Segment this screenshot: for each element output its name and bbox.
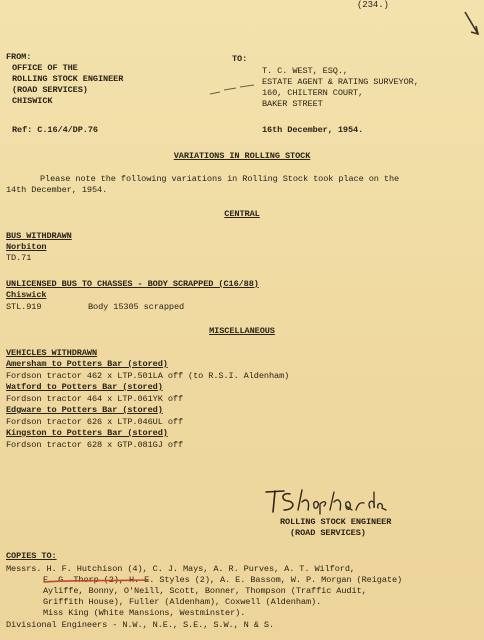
copies-line-4: Griffith House), Fuller (Aldenham), Coxwell (Aldenham). [43,597,322,607]
copies-line-2: E. G. Thorp (2), H. E. Styles (2), A. E. Bassom, W. P. Morgan (Reigate) [43,575,403,585]
copies-line-6: Divisional Engineers - N.W., N.E., S.E., S.W., N & S. [6,620,275,630]
arrow-mark-icon [462,8,482,38]
copies-heading: COPIES TO: [6,551,57,561]
misc-detail-4: Fordson tractor 628 x GTP.081GJ off [6,440,183,450]
to-line-4: BAKER STREET [262,99,323,109]
from-line-3: (ROAD SERVICES) [12,85,88,95]
document-title: VARIATIONS IN ROLLING STOCK [173,151,311,161]
signature-title-2: (ROAD SERVICES) [290,528,366,538]
body-scrapped: Body 15305 scrapped [88,302,185,312]
norbiton-label: Norbiton [6,242,47,252]
vehicles-withdrawn-heading: VEHICLES WITHDRAWN [6,348,98,358]
date: 16th December, 1954. [262,125,364,135]
misc-detail-2: Fordson tractor 464 x LTP.061YK off [6,394,183,404]
misc-route-3: Edgware to Potters Bar (stored) [6,405,163,415]
copies-line-3: Ayliffe, Bonny, O'Neill, Scott, Bonner, Thompson (Traffic Audit, [43,586,367,596]
copies-line-1: Messrs. H. F. Hutchison (4), C. J. Mays, A. R. Purves, A. T. Wilford, [6,564,355,574]
to-line-3: 160, CHILTERN COURT, [262,88,364,98]
intro-line-1: Please note the following variations in Rolling Stock took place on the [40,174,400,184]
from-label: FROM: [6,52,32,62]
bus-withdrawn-heading: BUS WITHDRAWN [6,231,72,241]
misc-route-2: Watford to Potters Bar (stored) [6,382,163,392]
reference: Ref: C.16/4/DP.76 [12,125,98,135]
from-line-2: ROLLING STOCK ENGINEER [12,74,124,84]
stl-number: STL.919 [6,302,42,312]
from-line-4: CHISWICK [12,96,53,106]
misc-heading: MISCELLANEOUS [209,326,275,336]
to-line-2: ESTATE AGENT & RATING SURVEYOR, [262,77,419,87]
signature-title-1: ROLLING STOCK ENGINEER [280,517,392,527]
td-number: TD.71 [6,253,32,263]
central-heading: CENTRAL [224,209,260,219]
misc-detail-3: Fordson tractor 626 x LTP.046UL off [6,417,183,427]
copies-line-5: Miss King (White Mansions, Westminster). [43,608,246,618]
to-label: TO: [232,54,248,64]
misc-route-4: Kingston to Potters Bar (stored) [6,428,168,438]
misc-detail-1: Fordson tractor 462 x LTP.501LA off (to R.S.I. Aldenham) [6,371,290,381]
chiswick-label: Chiswick [6,290,47,300]
handwritten-signature [262,486,392,516]
from-line-1: OFFICE OF THE [12,63,78,73]
page-number: (234.) [357,0,389,10]
misc-route-1: Amersham to Potters Bar (stored) [6,359,168,369]
red-underline-mark [42,578,150,584]
pencil-dash-mark [208,82,258,96]
intro-line-2: 14th December, 1954. [6,185,108,195]
unlicensed-heading: UNLICENSED BUS TO CHASSES - BODY SCRAPPED (C16/88) [6,279,259,289]
to-line-1: T. C. WEST, ESQ., [262,66,348,76]
